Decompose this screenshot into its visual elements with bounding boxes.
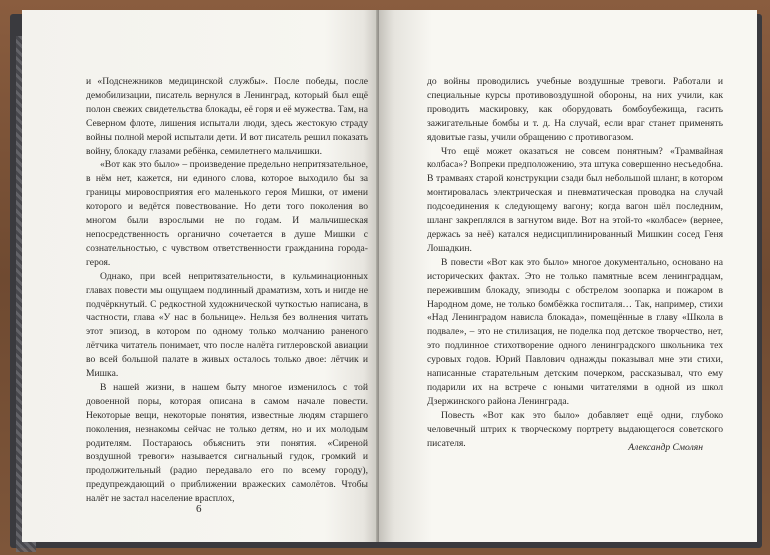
left-paragraph-3: Однако, при всей непритязательности, в кульминационных главах повести мы ощущаем подлинный драматизм, хоть и нигде не подчёркнутый. С редкостной художнической чуткостью написана, в частности, глава «У нас в больнице». Нельзя без волнения читать этот эпизод, в котором по одному только молчанию раненого лётчика читатель понимает, что после налёта гитлеровской авиации во всей большой палате в живых осталось только двое: лётчик и Мишка. [86, 270, 368, 380]
left-paragraph-1: и «Подснежников медицинской службы». После победы, после демобилизации, писатель вернулся в Ленинград, который был ещё полон свежих свидетельства блокады, её горя и её мужества. Там, на Северном флоте, лишения испытали люди, здесь жестокую страду войны полной мерой испытали дети. И вот писатель решил показать войну, блокаду глазами ребёнка, семилетнего мальчишки. [86, 76, 368, 157]
author-signature: Александр Смолян [628, 442, 703, 453]
right-paragraph-1: до войны проводились учебные воздушные тревоги. Работали и специальные курсы противовоздушной обороны, на них учили, как проводить маскировку, как оборудовать бомбоубежища, гасить зажигательные бомбы и т. д. На случай, если враг станет применять ядовитые газы, учили обращению с противогазом. [427, 76, 723, 143]
right-paragraph-2: Что ещё может оказаться не совсем понятным? «Трамвайная колбаса»? Вопреки предположению, эта штука совершенно несъедобна. В трамваях старой конструкции сзади был небольшой шланг, в котором монтировалась электрическая и пневматическая проводка на случай подсоединения к следующему вагону; когда вагон шёл последним, шланг закреплялся в загнутом виде. Вот на этой-то «колбасе» (вернее, держась за неё) катался недисциплинированный Мишкин сосед Геня Лошадкин. [427, 145, 723, 254]
left-paragraph-2: «Вот как это было» – произведение предельно непритязательное, в нём нет, кажется, ни единого слова, которое выходило бы за границы мировосприятия его маленького героя Мишки, от имени которого и ведётся повествование. Но дети того поколения во многом были взрослыми не по годам. И мальчишеская непосредственность органично сочетается в душе Мишки с сознательностью, с чувством ответственности гражданина города-героя. [86, 159, 368, 268]
right-page [379, 10, 757, 542]
left-page-text [86, 75, 368, 506]
right-paragraph-3: В повести «Вот как это было» многое документально, основано на исторических фактах. Это не только памятные всем ленинградцам, пережившим блокаду, эпизоды с обстрелом зоопарка и пожаром в Народном доме, не только бомбёжка госпиталя… Так, например, стихи «Над Ленинградом нависла блокада», помещённые в главу «Школа в подвале», – это не стилизация, не поделка под детское творчество, нет, это подлинное стихотворение одного ленинградского школьника тех суровых годов. Юрий Павлович однажды показывал мне эти стихи, написанные старательным детским почерком, рассказывал, что ему подарили их на встрече с юными читателями в одной из школ Дзержинского района Ленинграда. [427, 256, 723, 407]
left-page [22, 10, 378, 542]
page-number: 6 [196, 503, 202, 515]
left-paragraph-4: В нашей жизни, в нашем быту многое изменилось с той довоенной поры, которая описана в самом начале повести. Некоторые вещи, некоторые понятия, известные людям старшего поколения, незнакомы сейчас не только детям, но и их молодым родителям. Постараюсь объяснить эти понятия. «Сиреной воздушной тревоги» называется сигнальный гудок, громкий и продолжительный (радио передавало его по всему городу), предупреждающий о приближении вражеских самолётов. Чтобы налёт не застал население врасплох, [86, 381, 368, 505]
right-paragraph-4: Повесть «Вот как это было» добавляет ещё одни, глубоко человечный штрих к творческому портрету выдающегося советского писателя. [427, 409, 723, 449]
right-page-text [427, 75, 723, 450]
